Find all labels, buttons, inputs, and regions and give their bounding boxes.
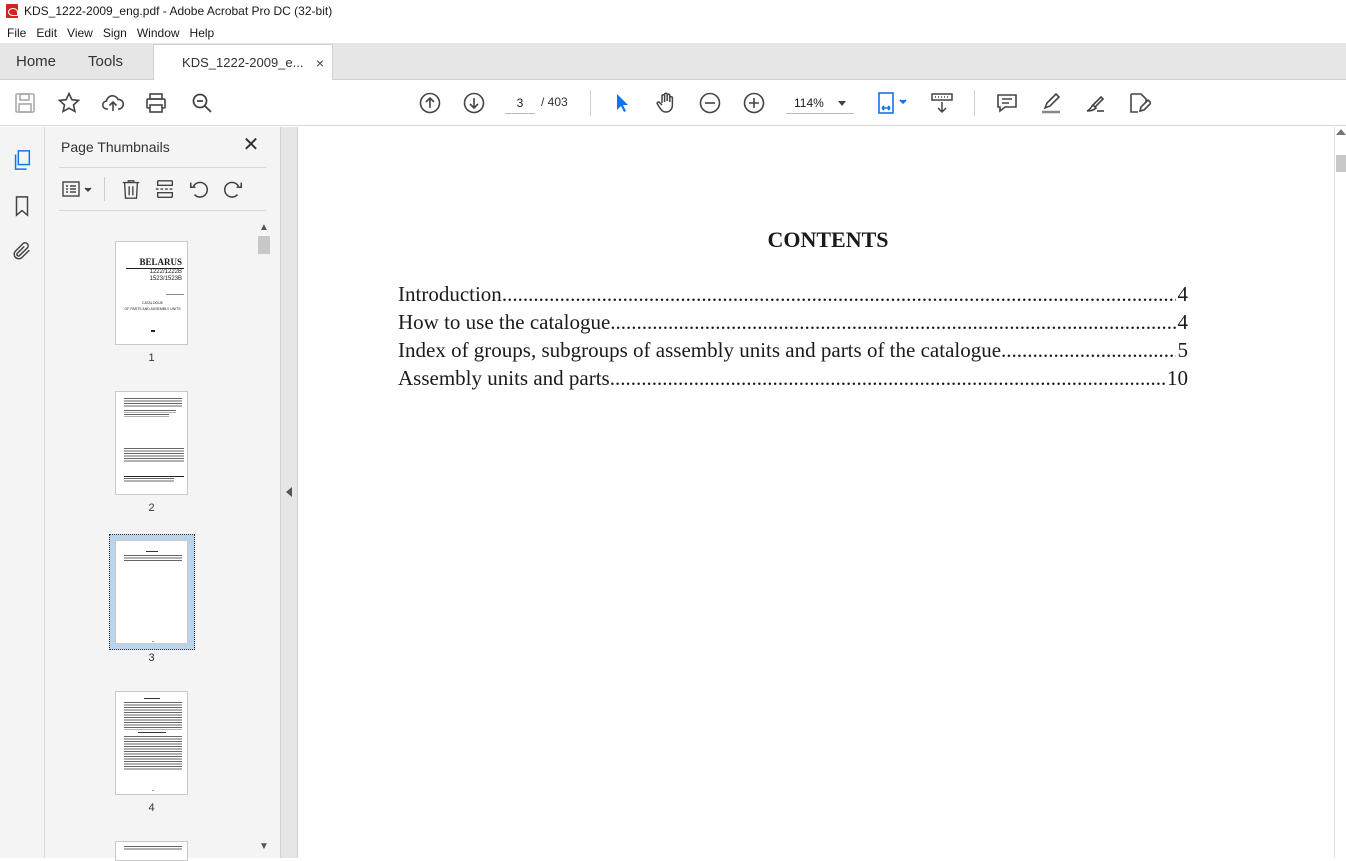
toc-entry-title: Assembly units and parts [398,366,610,390]
comment-icon[interactable] [993,89,1021,117]
toc-entry [398,338,1188,366]
toc-entry-title: Introduction [398,282,502,306]
document-view[interactable] [298,127,1334,858]
toc-entry-title: How to use the catalogue [398,310,611,334]
panel-toolbar-divider [104,177,105,201]
print-icon[interactable] [142,89,170,117]
select-cursor-icon[interactable] [608,89,636,117]
toc-entry-page: 4 [1177,310,1188,334]
page-thumbnail-label: 3 [148,652,155,664]
window-title: KDS_1222-2009_eng.pdf - Adobe Acrobat Pro DC (32-bit) [24,4,333,18]
page-thumbnail-label: 4 [148,802,155,814]
panel-close-icon[interactable]: ✕ [242,134,260,156]
delete-page-icon[interactable] [119,177,143,201]
acrobat-logo-icon [6,4,18,18]
next-page-icon[interactable] [460,89,488,117]
menu-help[interactable]: Help [189,25,215,40]
scroll-up-icon[interactable]: ▲ [259,222,269,233]
zoom-level-value: 114% [794,96,824,110]
panel-title: Page Thumbnails [61,139,170,155]
collapse-panel-icon[interactable] [286,487,292,497]
toc-entry [398,310,1188,338]
save-icon[interactable] [11,89,39,117]
title-bar [0,0,1346,22]
page-thumbnail-2[interactable] [115,391,188,495]
tab-document[interactable] [153,44,333,80]
tab-close-icon[interactable]: × [315,54,325,71]
toc-entry [398,366,1188,394]
document-heading: CONTENTS [767,227,889,252]
toc-entry-title: Index of groups, subgroups of assembly units and parts of the catalogue [398,338,1002,362]
page-fit-icon[interactable] [872,89,912,117]
tab-bar [0,43,1346,80]
panel-splitter[interactable] [280,127,298,858]
edit-text-icon[interactable] [1125,89,1153,117]
menu-bar [0,22,1346,43]
menu-sign[interactable]: Sign [102,25,127,40]
toc-leader-dots [610,310,1175,335]
toc-leader-dots [502,282,1176,307]
highlight-pen-icon[interactable] [1037,89,1065,117]
thumbnail-cover-title: BELARUS [139,257,182,267]
page-thumbnail-partial[interactable] [115,841,188,861]
toolbar-divider [974,90,975,116]
navigation-rail [0,127,45,858]
page-thumbnails-panel [45,127,280,858]
page-thumbnail-1[interactable] [115,241,188,345]
scroll-down-icon[interactable]: ▼ [259,841,269,852]
menu-file[interactable]: File [7,25,27,40]
toolbar [0,80,1346,126]
cloud-upload-icon[interactable] [99,89,127,117]
menu-edit[interactable]: Edit [36,25,58,40]
thumbnail-scrollbar[interactable] [257,218,271,858]
rotate-left-icon[interactable] [187,177,211,201]
toc-leader-dots [1001,338,1175,363]
zoom-in-icon[interactable] [740,89,768,117]
bookmark-star-icon[interactable] [55,89,83,117]
thumbnail-options-icon[interactable] [59,177,97,201]
previous-page-icon[interactable] [416,89,444,117]
thumbnail-cover-model: 1523/1523B [149,276,182,282]
rotate-right-icon[interactable] [221,177,245,201]
scroll-up-icon[interactable] [1336,129,1346,135]
zoom-out-icon[interactable] [696,89,724,117]
hand-tool-icon[interactable] [652,89,680,117]
toc-leader-dots [610,366,1165,391]
toc-entry-page: 10 [1167,366,1188,390]
thumbnail-cover-subtitle: CATALOGUE [141,301,164,305]
toolbar-divider [590,90,591,116]
page-number-input[interactable]: 3 [505,92,535,114]
thumbnail-cover-subtitle: OF PARTS AND ASSEMBLY UNITS [124,307,181,311]
menu-view[interactable]: View [67,25,93,40]
zoom-level-select[interactable] [786,92,854,114]
thumbnail-cover-model: 1222/1222B [149,269,182,275]
attachments-icon[interactable] [10,239,34,263]
tab-tools[interactable]: Tools [88,52,124,70]
bookmarks-icon[interactable] [10,194,34,218]
page-thumbnails-icon[interactable] [10,148,34,172]
menu-window[interactable]: Window [136,25,180,40]
zoom-dropdown-icon [838,101,846,106]
page-thumbnail-4[interactable] [115,691,188,795]
tab-document-label: KDS_1222-2009_e... [182,55,304,70]
page-total: / 403 [541,95,568,109]
document-scrollbar-thumb[interactable] [1336,155,1346,172]
page-thumbnail-3[interactable] [115,540,188,644]
thumbnail-scrollbar-thumb[interactable] [258,236,270,254]
scroll-mode-icon[interactable] [928,89,956,117]
draw-pen-icon[interactable] [1081,89,1109,117]
extract-page-icon[interactable] [153,177,177,201]
find-zoom-icon[interactable] [188,89,216,117]
panel-divider [59,210,266,211]
page-thumbnail-label: 2 [148,502,155,514]
document-scrollbar[interactable] [1334,127,1346,858]
tab-home[interactable]: Home [16,52,57,70]
page-thumbnail-label: 1 [148,352,155,364]
table-of-contents [398,282,1188,394]
toc-entry-page: 5 [1177,338,1188,362]
toc-entry [398,282,1188,310]
panel-divider [59,167,266,168]
toc-entry-page: 4 [1177,282,1188,306]
